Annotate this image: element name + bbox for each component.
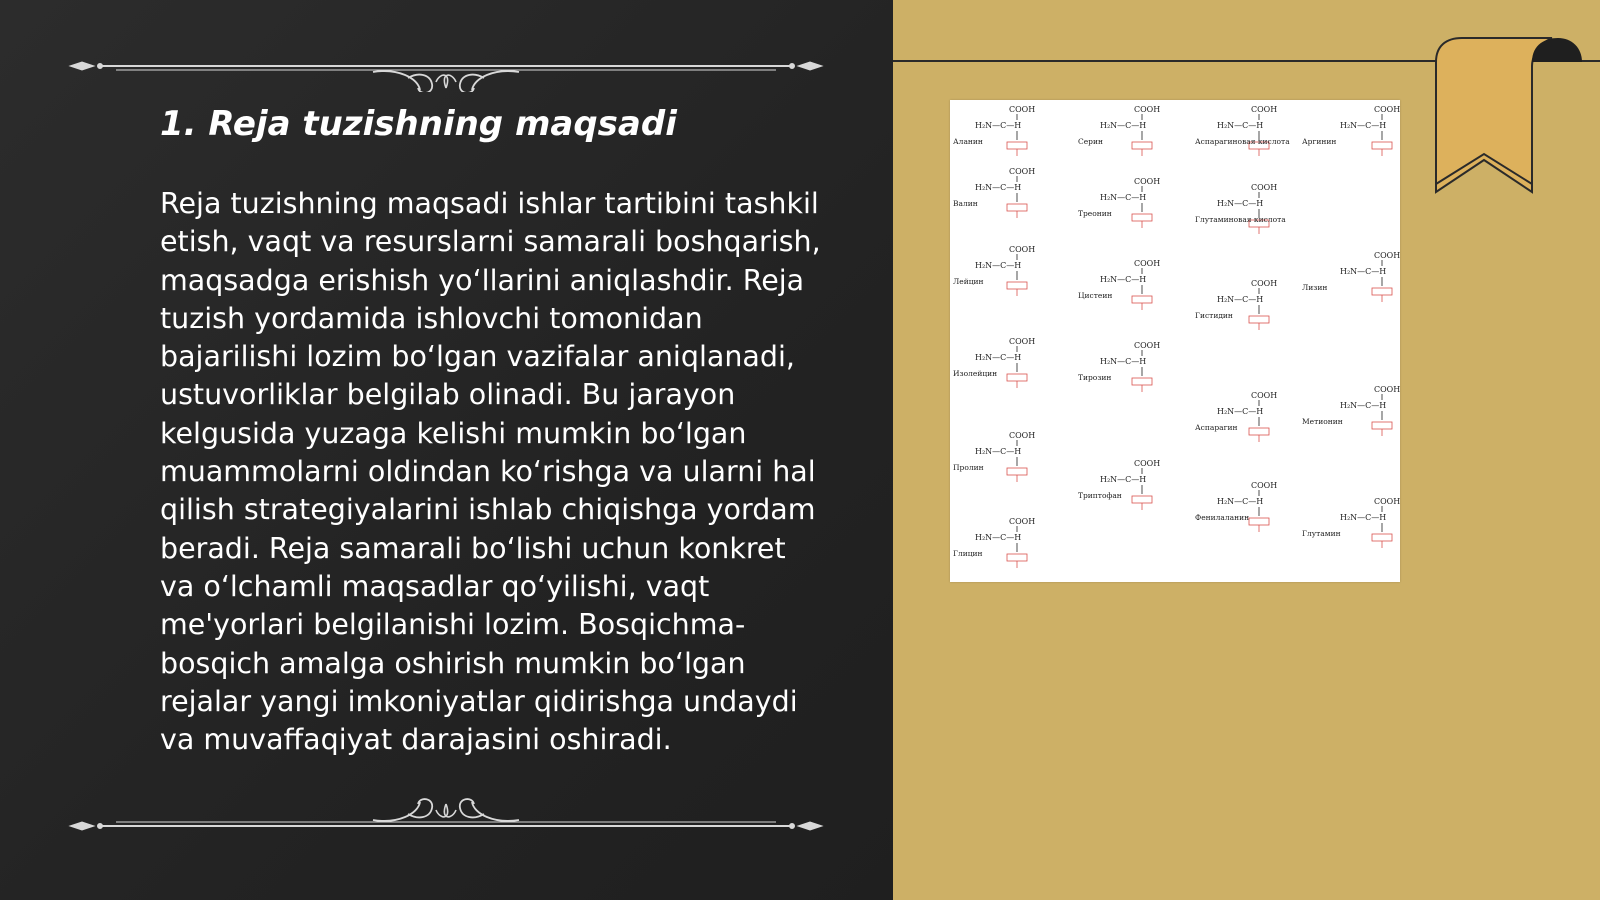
amino-acid-name: Глицин xyxy=(953,549,983,558)
cooh-label: COOH xyxy=(1251,481,1278,490)
amine-label: H₂N—C—H xyxy=(975,183,1022,192)
cooh-label: COOH xyxy=(1134,459,1161,468)
amine-label: H₂N—C—H xyxy=(1100,193,1147,202)
bookmark-ribbon-icon xyxy=(1434,36,1584,200)
amino-acid-name: Треонин xyxy=(1078,209,1112,218)
amino-acid-name: Валин xyxy=(953,199,978,208)
amino-acid-name: Триптофан xyxy=(1078,491,1122,500)
amino-acids-image xyxy=(950,100,1400,582)
bottom-ornament-icon xyxy=(68,786,824,836)
amino-acid-name: Тирозин xyxy=(1078,373,1112,382)
amine-label: H₂N—C—H xyxy=(1217,121,1264,130)
amine-label: H₂N—C—H xyxy=(975,121,1022,130)
amino-acid-name: Фенилаланин xyxy=(1195,513,1250,522)
cooh-label: COOH xyxy=(1374,385,1400,394)
amino-acid-name: Гистидин xyxy=(1195,311,1233,320)
cooh-label: COOH xyxy=(1251,183,1278,192)
amine-label: H₂N—C—H xyxy=(1100,357,1147,366)
amine-label: H₂N—C—H xyxy=(1340,401,1387,410)
cooh-label: COOH xyxy=(1134,341,1161,350)
amine-label: H₂N—C—H xyxy=(975,261,1022,270)
cooh-label: COOH xyxy=(1134,105,1161,114)
amino-acid-name: Аланин xyxy=(953,137,983,146)
cooh-label: COOH xyxy=(1009,105,1036,114)
amine-label: H₂N—C—H xyxy=(1217,497,1264,506)
cooh-label: COOH xyxy=(1374,497,1400,506)
amine-label: H₂N—C—H xyxy=(1100,475,1147,484)
amine-label: H₂N—C—H xyxy=(1340,121,1387,130)
amine-label: H₂N—C—H xyxy=(1217,199,1264,208)
amino-acid-name: Лизин xyxy=(1302,283,1328,292)
cooh-label: COOH xyxy=(1009,517,1036,526)
cooh-label: COOH xyxy=(1251,279,1278,288)
amino-acid-name: Изолейцин xyxy=(953,369,998,378)
amino-acid-name: Пролин xyxy=(953,463,984,472)
cooh-label: COOH xyxy=(1251,391,1278,400)
cooh-label: COOH xyxy=(1251,105,1278,114)
amino-acid-name: Аспарагиновая кислота xyxy=(1195,137,1290,146)
cooh-label: COOH xyxy=(1374,105,1400,114)
cooh-label: COOH xyxy=(1009,431,1036,440)
cooh-label: COOH xyxy=(1009,245,1036,254)
amine-label: H₂N—C—H xyxy=(1217,295,1264,304)
amine-label: H₂N—C—H xyxy=(1340,267,1387,276)
cooh-label: COOH xyxy=(1009,167,1036,176)
cooh-label: COOH xyxy=(1374,251,1400,260)
cooh-label: COOH xyxy=(1134,259,1161,268)
amino-acid-name: Аспарагин xyxy=(1195,423,1238,432)
amine-label: H₂N—C—H xyxy=(1340,513,1387,522)
amine-label: H₂N—C—H xyxy=(975,533,1022,542)
amino-acid-name: Лейцин xyxy=(953,277,984,286)
top-ornament-icon xyxy=(68,42,824,92)
amino-acid-name: Цистеин xyxy=(1078,291,1113,300)
amino-acid-name: Глутамин xyxy=(1302,529,1341,538)
amino-acid-name: Аргинин xyxy=(1302,137,1337,146)
amine-label: H₂N—C—H xyxy=(1217,407,1264,416)
slide-body-text: Reja tuzishning maqsadi ishlar tartibini tashkil etish, vaqt va resurslarni samarali boshqarish, maqsadga erishish yo‘llarini aniqlashdir. Reja tuzish yordamida ishlovchi tomonidan bajarilishi lozim bo‘lgan vazifalar aniqlanadi, ustuvorliklar belgilab olinadi. Bu jarayon kelgusida yuzaga kelishi mumkin bo‘lgan muammolarni oldindan ko‘rishga va ularni hal qilish strategiyalarini ishlab chiqishga yordam beradi. Reja samarali bo‘lishi uchun konkret va o‘lchamli maqsadlar qo‘yilishi, vaqt me'yorlari belgilanishi lozim. Bosqichma-bosqich amalga oshirish mumkin bo‘lgan rejalar yangi imkoniyatlar qidirishga undaydi va muvaffaqiyat darajasini oshiradi. xyxy=(160,187,821,757)
amino-acid-name: Серин xyxy=(1078,137,1103,146)
amine-label: H₂N—C—H xyxy=(975,447,1022,456)
amino-acid-name: Метионин xyxy=(1302,417,1343,426)
slide-title: 1. Reja tuzishning maqsadi xyxy=(160,104,677,144)
amino-acid-name: Глутаминовая кислота xyxy=(1195,215,1286,224)
cooh-label: COOH xyxy=(1009,337,1036,346)
amine-label: H₂N—C—H xyxy=(1100,121,1147,130)
amine-label: H₂N—C—H xyxy=(975,353,1022,362)
amine-label: H₂N—C—H xyxy=(1100,275,1147,284)
cooh-label: COOH xyxy=(1134,177,1161,186)
